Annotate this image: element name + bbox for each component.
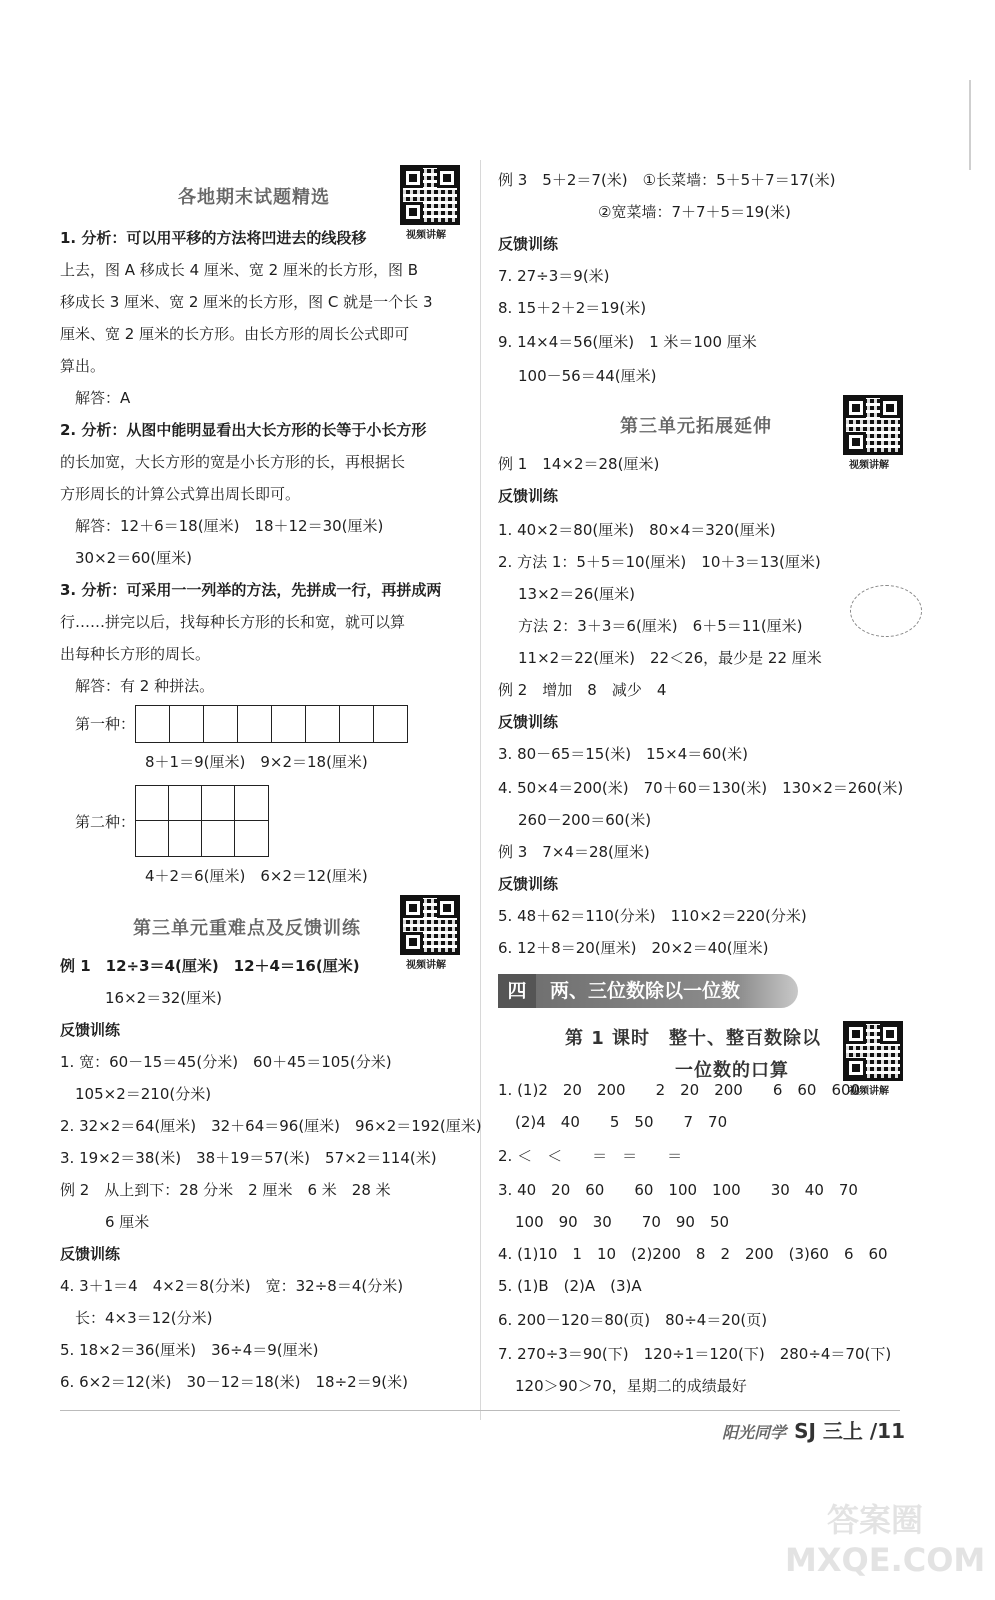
answer-line: 4. 50×4＝200(米) 70＋60＝130(米) 130×2＝260(米) <box>498 779 904 797</box>
answer-line: 厘米、宽 2 厘米的长方形。由长方形的周长公式即可 <box>60 325 410 343</box>
answer-line: 例 2 从上到下：28 分米 2 厘米 6 米 28 米 <box>60 1181 391 1199</box>
answer-line: 7. 27÷3＝9(米) <box>498 267 610 285</box>
answer-line: 7. 270÷3＝90(下) 120÷1＝120(下) 280÷4＝70(下) <box>498 1345 892 1363</box>
answer-line: 解答：有 2 种拼法。 <box>75 677 215 695</box>
answer-line: 120＞90＞70，星期二的成绩最好 <box>515 1377 747 1395</box>
teacher-stamp-icon <box>850 585 922 637</box>
answer-line: 方法 2：3＋3＝6(厘米) 6＋5＝11(厘米) <box>518 617 803 635</box>
chapter-banner <box>498 974 798 1008</box>
answer-line: 100 90 30 70 90 50 <box>515 1213 730 1231</box>
site-watermark: 答案圈 MXQE.COM <box>785 1501 986 1579</box>
qr-caption: 视频讲解 <box>849 1086 889 1097</box>
answer-line: 例 1 14×2＝28(厘米) <box>498 455 660 473</box>
way2-calc: 4＋2＝6(厘米) 6×2＝12(厘米) <box>145 867 368 885</box>
column-divider <box>480 160 481 1420</box>
qr-caption: 视频讲解 <box>406 960 446 971</box>
qr-code-icon[interactable] <box>403 168 457 222</box>
answer-line: 6. 200－120＝80(页) 80÷4＝20(页) <box>498 1311 768 1329</box>
answer-line: 例 3 5＋2＝7(米) ①长菜墙：5＋5＋7＝17(米) <box>498 171 836 189</box>
answer-line: 100－56＝44(厘米) <box>518 367 657 385</box>
answer-line: 2. 方法 1：5＋5＝10(厘米) 10＋3＝13(厘米) <box>498 553 821 571</box>
answer-line: 长：4×3＝12(分米) <box>75 1309 213 1327</box>
chapter-title: 两、三位数除以一位数 <box>550 980 741 1002</box>
two-row-grid-diagram <box>135 785 269 857</box>
answer-line: 算出。 <box>60 357 106 375</box>
answer-line: 1. (1)2 20 200 2 20 200 6 60 600 <box>498 1081 861 1099</box>
way1-calc: 8＋1＝9(厘米) 9×2＝18(厘米) <box>145 753 368 771</box>
answer-line: 例 2 增加 8 减少 4 <box>498 681 667 699</box>
answer-line: 出每种长方形的周长。 <box>60 645 211 663</box>
answer-line: 1. 分析：可以用平移的方法将凹进去的线段移 <box>60 229 367 247</box>
chapter-number: 四 <box>498 974 536 1008</box>
answer-line: (2)4 40 5 50 7 70 <box>515 1113 728 1131</box>
section-title-unit3-extension: 第三单元拓展延伸 <box>620 416 772 437</box>
way1-label: 第一种： <box>75 715 136 733</box>
section-title-unit3-key-points: 第三单元重难点及反馈训练 <box>133 918 361 939</box>
answer-line: 2. 32×2＝64(厘米) 32＋64＝96(厘米) 96×2＝192(厘米) <box>60 1117 482 1135</box>
answer-line: 6. 6×2＝12(米) 30－12＝18(米) 18÷2＝9(米) <box>60 1373 408 1391</box>
answer-line: 2. 分析：从图中能明显看出大长方形的长等于小长方形 <box>60 421 427 439</box>
answer-line: 反馈训练 <box>60 1245 121 1263</box>
answer-line: 5. 48＋62＝110(分米) 110×2＝220(分米) <box>498 907 807 925</box>
lesson-title-line2: 一位数的口算 <box>675 1060 789 1081</box>
answer-line: 解答：12＋6＝18(厘米) 18＋12＝30(厘米) <box>75 517 384 535</box>
answer-line: 6 厘米 <box>105 1213 150 1231</box>
qr-caption: 视频讲解 <box>406 230 446 241</box>
answer-line: 6. 12＋8＝20(厘米) 20×2＝40(厘米) <box>498 939 769 957</box>
answer-line: 13×2＝26(厘米) <box>518 585 635 603</box>
answer-line: 3. 19×2＝38(米) 38＋19＝57(米) 57×2＝114(米) <box>60 1149 437 1167</box>
answer-line: 反馈训练 <box>498 235 559 253</box>
answer-line: 反馈训练 <box>498 713 559 731</box>
answer-line: 3. 40 20 60 60 100 100 30 40 70 <box>498 1181 858 1199</box>
page-number: SJ 三上 /11 <box>794 1419 905 1443</box>
lesson-title-line1: 第 1 课时 整十、整百数除以 <box>565 1028 822 1049</box>
section-title-final-exams: 各地期末试题精选 <box>178 187 330 208</box>
answer-line: 4. 3＋1＝4 4×2＝8(分米) 宽：32÷8＝4(分米) <box>60 1277 404 1295</box>
answer-line: 5. (1)B (2)A (3)A <box>498 1277 642 1295</box>
page-edge <box>969 80 971 170</box>
answer-line: 移成长 3 厘米、宽 2 厘米的长方形，图 C 就是一个长 3 <box>60 293 433 311</box>
answer-line: 反馈训练 <box>60 1021 121 1039</box>
answer-line: 1. 宽：60－15＝45(分米) 60＋45＝105(分米) <box>60 1053 392 1071</box>
answer-line: 8. 15＋2＋2＝19(米) <box>498 299 647 317</box>
answer-line: ②宽菜墙：7＋7＋5＝19(米) <box>598 203 791 221</box>
answer-line: 1. 40×2＝80(厘米) 80×4＝320(厘米) <box>498 521 776 539</box>
qr-code-icon[interactable] <box>846 1024 900 1078</box>
way2-label: 第二种： <box>75 813 136 831</box>
page-footer <box>722 1415 905 1444</box>
answer-line: 3. 80－65＝15(米) 15×4＝60(米) <box>498 745 749 763</box>
answer-line: 反馈训练 <box>498 875 559 893</box>
answer-line: 上去，图 A 移成长 4 厘米、宽 2 厘米的长方形，图 B <box>60 261 419 279</box>
answer-line: 260－200＝60(米) <box>518 811 652 829</box>
answer-line: 的长加宽，大长方形的宽是小长方形的长，再根据长 <box>60 453 406 471</box>
answer-line: 3. 分析：可采用一一列举的方法，先拼成一行，再拼成两 <box>60 581 442 599</box>
answer-line: 反馈训练 <box>498 487 559 505</box>
answer-line: 30×2＝60(厘米) <box>75 549 192 567</box>
answer-line: 行……拼完以后，找每种长方形的长和宽，就可以算 <box>60 613 406 631</box>
one-row-grid-diagram <box>135 705 408 743</box>
answer-line: 11×2＝22(厘米) 22＜26，最少是 22 厘米 <box>518 649 822 667</box>
answer-line: 9. 14×4＝56(厘米) 1 米＝100 厘米 <box>498 333 757 351</box>
answer-line: 4. (1)10 1 10 (2)200 8 2 200 (3)60 6 60 <box>498 1245 888 1263</box>
answer-line: 105×2＝210(分米) <box>75 1085 212 1103</box>
footer-divider <box>60 1410 900 1411</box>
answer-line: 2. ＜ ＜ ＝ ＝ ＝ <box>498 1147 683 1165</box>
answer-line: 5. 18×2＝36(厘米) 36÷4＝9(厘米) <box>60 1341 319 1359</box>
answer-line: 例 1 12÷3＝4(厘米) 12＋4＝16(厘米) <box>60 957 360 975</box>
answer-line: 解答：A <box>75 389 131 407</box>
qr-code-icon[interactable] <box>846 398 900 452</box>
brand-logo: 阳光同学 <box>722 1423 787 1442</box>
answer-line: 16×2＝32(厘米) <box>105 989 222 1007</box>
qr-caption: 视频讲解 <box>849 460 889 471</box>
answer-line: 方形周长的计算公式算出周长即可。 <box>60 485 301 503</box>
answer-line: 例 3 7×4＝28(厘米) <box>498 843 650 861</box>
qr-code-icon[interactable] <box>403 898 457 952</box>
